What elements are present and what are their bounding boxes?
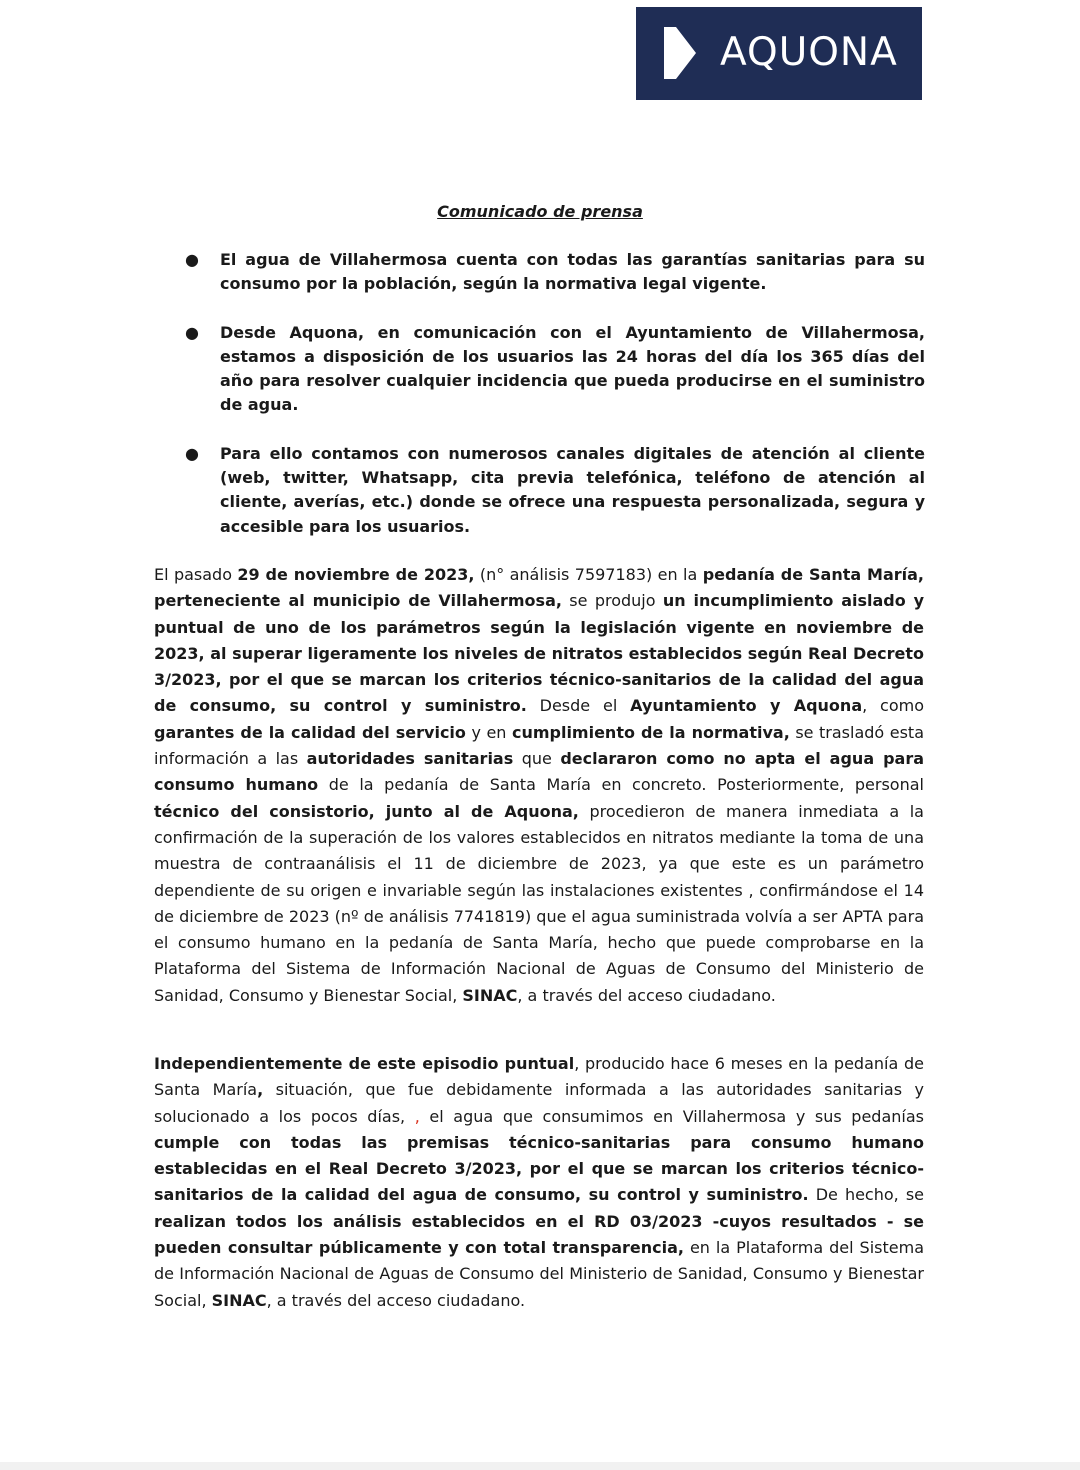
text-span: se produjo xyxy=(561,591,663,611)
bold-span: SINAC xyxy=(462,985,518,1005)
text-span: Desde el xyxy=(526,696,631,716)
bold-span: SINAC xyxy=(211,1290,267,1310)
bullet-text: Para ello contamos con numerosos canales digitales de atención al cliente (web, twitter, Whatsapp, cita previa telefónica, teléfono de atención al cliente, averías, etc.) donde se ofrece una respuesta personalizada, segura y accesible para los usuarios. xyxy=(220,443,925,536)
body-paragraph-incident xyxy=(154,562,924,1009)
text-span: y en xyxy=(465,722,512,742)
text-span: que xyxy=(513,749,561,769)
bold-span: declararon como no apta el agua para consumo humano xyxy=(154,749,925,795)
bold-span: garantes de la calidad del servicio xyxy=(154,722,466,742)
aquona-mark-icon xyxy=(662,27,698,79)
bold-span: técnico del consistorio, junto al de Aquona, xyxy=(154,801,579,821)
bold-span: cumple con todas las premisas técnico-sanitarias para consumo humano establecidas en el Real Decreto 3/2023, por el que se marcan los criterios técnico-sanitarios de la calidad del agua de consumo, su control y suministro. xyxy=(154,1132,924,1205)
text-span: en la Plataforma del Sistema de Información Nacional de Aguas de Consumo del Ministerio de Sanidad, Consumo y Bienestar Social, xyxy=(154,1238,925,1310)
text-span: , a través del acceso ciudadano. xyxy=(266,1290,526,1310)
text-span: procedieron de manera inmediata a la confirmación de la superación de los valores establecidos en nitratos mediante la toma de una muestra de contraanálisis el 11 de diciembre de 2023, ya que este es un parámetro dependiente de su origen e invariable según las instalaciones existentes , confirmándose el 14 de diciembre de 2023 (nº de análisis 7741819) que el agua suministrada volvía a ser APTA para el consumo humano en la pedanía de Santa María, hecho que puede comprobarse en la Plataforma del Sistema de Información Nacional de Aguas de Consumo del Ministerio de Sanidad, Consumo y Bienestar Social, xyxy=(154,801,924,1005)
bullet-dot-icon: ● xyxy=(185,443,199,463)
red-comma: , xyxy=(414,1106,420,1126)
body-paragraph-guarantee xyxy=(154,1051,924,1314)
bullet-dot-icon: ● xyxy=(185,250,199,269)
text-span: , producido hace 6 meses en la pedanía de Santa María xyxy=(154,1054,924,1100)
text-span: situación, que fue debidamente informada a las autoridades sanitarias y solucionado a los pocos días, xyxy=(154,1080,925,1126)
bold-span: pedanía de Santa María, perteneciente al municipio de Villahermosa, xyxy=(154,565,925,611)
bullet-item xyxy=(185,248,925,297)
bold-span: Independientemente de este episodio puntual xyxy=(154,1054,575,1073)
summary-bullets xyxy=(185,248,925,563)
bold-span: autoridades sanitarias xyxy=(306,749,514,769)
bullet-item xyxy=(185,442,925,539)
text-span: el agua que consumimos en Villahermosa y sus pedanías xyxy=(419,1106,924,1126)
text-span: , a través del acceso ciudadano. xyxy=(517,985,776,1005)
bold-span: 29 de noviembre de 2023, xyxy=(237,565,475,584)
aquona-logo xyxy=(636,7,922,100)
text-span: De hecho, se xyxy=(808,1185,924,1205)
bold-span: cumplimiento de la normativa, xyxy=(511,722,790,742)
bold-span: un incumplimiento aislado y puntual de uno de los parámetros según la legislación vigente en noviembre de 2023, al superar ligeramente los niveles de nitratos establecidos según Real Decreto 3/2023, por el que se marcan los criterios técnico-sanitarios de la calidad del agua de consumo, su control y suministro. xyxy=(154,591,925,716)
logo-text: AQUONA xyxy=(720,30,898,75)
bold-span: , xyxy=(257,1080,264,1100)
page-bottom-edge xyxy=(0,1462,1080,1470)
text-span: de la pedanía de Santa María en concreto. Posteriormente, personal xyxy=(318,775,924,795)
bullet-dot-icon: ● xyxy=(185,322,199,342)
bullet-text: El agua de Villahermosa cuenta con todas las garantías sanitarias para su consumo por la población, según la normativa legal vigente. xyxy=(220,250,925,294)
bullet-item xyxy=(185,321,925,418)
bullet-text: Desde Aquona, en comunicación con el Ayuntamiento de Villahermosa, estamos a disposición de los usuarios las 24 horas del día los 365 días del año para resolver cualquier incidencia que pueda producirse en el suministro de agua. xyxy=(220,322,925,415)
text-span: se trasladó esta información a las xyxy=(154,722,924,769)
text-span: El pasado xyxy=(154,565,238,584)
document-title: Comunicado de prensa xyxy=(437,202,643,221)
bold-span: realizan todos los análisis establecidos en el RD 03/2023 -cuyos resultados - se pueden consultar públicamente y con total transparencia, xyxy=(154,1211,924,1258)
bold-span: Ayuntamiento y Aquona xyxy=(630,696,863,716)
text-span: , como xyxy=(862,696,925,716)
text-span: (n° análisis 7597183) en la xyxy=(474,565,703,584)
